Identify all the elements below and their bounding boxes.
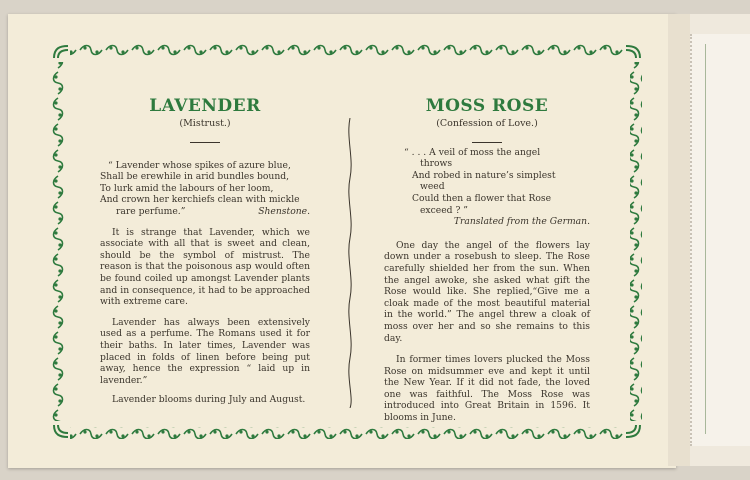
poem-line: Shall be erewhile in arid bundles bound, [100,171,290,183]
moss-rose-column [384,60,590,424]
poem-line: “ . . . A veil of moss the angel [404,146,541,158]
poem-line: “ Lavender whose spikes of azure blue, [108,159,291,171]
moss-rose-paragraph: In former times lovers plucked the Moss Rose on midsummer eve and kept it until the New Year. If it did not fade, the loved one was faithful. The Moss Rose was introduced into Great Britain in 1596. It blooms in June. [384,354,590,424]
lavender-subtitle: (Mistrust.) [179,118,231,129]
poem-author: Translated from the German. [453,216,590,228]
lavender-rule [190,142,220,143]
lavender-paragraph: Lavender blooms during July and August. [112,394,306,406]
poem-line: Could then a flower that Rose [412,192,552,204]
lavender-column [100,60,310,406]
poem-author: Shenstone. [258,205,310,217]
moss-rose-subtitle: (Confession of Love.) [436,118,538,129]
center-divider-ornament [346,118,354,408]
pocket-stitch-line [705,44,706,434]
poem-line: exceed ? ” [420,204,468,216]
poem-line: To lurk amid the labours of her loom, [100,182,274,194]
poem-line: And crown her kerchiefs clean with mickle [100,194,300,206]
pocket-edge [668,14,690,466]
moss-rose-paragraph: One day the angel of the flowers lay down under a rosebush to sleep. The Rose carefully shielded her from the sun. When the angel awoke, she asked what gift the Rose would like. She replied,“Give me a cloak made of the most beautiful material in the world.” The angel threw a cloak of moss over her and so she remains to this day. [384,239,590,344]
lavender-paragraph: Lavender has always been extensively used as a perfume. The Romans used it for their baths. In later times, Lavender was placed in folds of linen before being put away, hence the expression “ laid up in lavender.” [100,316,310,386]
moss-rose-title: MOSS ROSE [425,96,549,116]
moss-rose-poem [384,147,590,228]
lavender-paragraph: It is strange that Lavender, which we associate with all that is sweet and clean, should be the symbol of mistrust. The reason is that the poisonous asp would often be found coiled up amongst Lavender plants and in consequence, it had to be approached with extreme care. [100,226,310,308]
poem-line: weed [420,181,445,193]
moss-rose-rule [472,142,502,143]
poem-line: throws [420,158,453,170]
pocket-lining [690,34,750,446]
poem-line: And robed in nature’s simplest [412,169,556,181]
poem-line: rare perfume.” [116,205,186,217]
lavender-poem [100,160,310,218]
lavender-title: LAVENDER [149,96,261,116]
